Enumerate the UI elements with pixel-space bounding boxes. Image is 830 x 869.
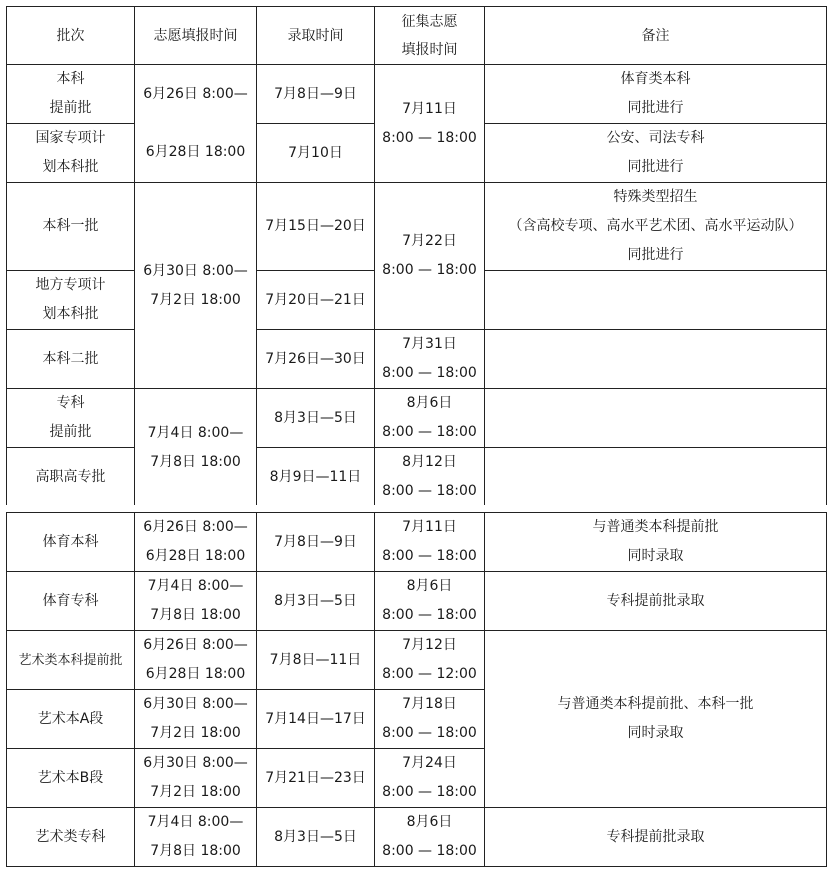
fill-time-cell: 7月4日 8:00— 7月8日 18:00	[135, 808, 257, 867]
header-solicit-time: 征集志愿 填报时间	[375, 7, 485, 65]
batch-cell: 本科 提前批	[7, 65, 135, 124]
admit-time-cell: 7月14日—17日	[257, 690, 375, 749]
header-row	[7, 7, 827, 65]
admit-time-cell: 7月8日—9日	[257, 513, 375, 572]
solicit-time-cell: 8月6日 8:00 — 18:00	[375, 572, 485, 631]
remark-cell	[485, 330, 827, 389]
batch-cell: 艺术本B段	[7, 749, 135, 808]
admit-time-cell: 8月3日—5日	[257, 389, 375, 448]
remark-cell: 与普通类本科提前批、本科一批 同时录取	[485, 631, 827, 808]
batch-cell: 专科 提前批	[7, 389, 135, 448]
remark-cell: 与普通类本科提前批 同时录取	[485, 513, 827, 572]
admission-schedule-table	[6, 6, 827, 507]
remark-cell: 公安、司法专科 同批进行	[485, 124, 827, 183]
solicit-time-cell: 8月6日 8:00 — 18:00	[375, 389, 485, 448]
remark-cell	[485, 271, 827, 330]
admit-time-cell: 7月8日—11日	[257, 631, 375, 690]
special-admission-table	[6, 512, 827, 867]
admit-time-cell: 8月3日—5日	[257, 808, 375, 867]
remark-cell	[485, 389, 827, 448]
batch-cell: 体育本科	[7, 513, 135, 572]
solicit-time-cell: 7月18日 8:00 — 18:00	[375, 690, 485, 749]
fill-time-cell: 6月26日 8:00— 6月28日 18:00	[135, 65, 257, 183]
header-remark: 备注	[485, 7, 827, 65]
fill-time-cell: 6月30日 8:00— 7月2日 18:00	[135, 690, 257, 749]
fill-time-cell: 7月4日 8:00— 7月8日 18:00	[135, 572, 257, 631]
solicit-time-cell: 8月6日 8:00 — 18:00	[375, 808, 485, 867]
fill-time-cell: 6月30日 8:00— 7月2日 18:00	[135, 183, 257, 389]
admit-time-cell: 7月10日	[257, 124, 375, 183]
batch-cell: 艺术本A段	[7, 690, 135, 749]
batch-cell: 国家专项计 划本科批	[7, 124, 135, 183]
admit-time-cell: 7月21日—23日	[257, 749, 375, 808]
table-row	[7, 513, 827, 572]
fill-time-cell: 7月4日 8:00— 7月8日 18:00	[135, 389, 257, 507]
remark-cell: 体育类本科 同批进行	[485, 65, 827, 124]
table-row	[7, 808, 827, 867]
header-fill-time: 志愿填报时间	[135, 7, 257, 65]
admit-time-cell: 8月9日—11日	[257, 448, 375, 507]
batch-cell: 高职高专批	[7, 448, 135, 507]
table-row	[7, 448, 827, 507]
solicit-time-cell: 7月24日 8:00 — 18:00	[375, 749, 485, 808]
remark-cell: 专科提前批录取	[485, 808, 827, 867]
table-separator	[0, 505, 830, 512]
batch-cell: 艺术类本科提前批	[7, 631, 135, 690]
remark-cell: 特殊类型招生 （含高校专项、高水平艺术团、高水平运动队） 同批进行	[485, 183, 827, 271]
table-row	[7, 389, 827, 448]
table-row	[7, 330, 827, 389]
admit-time-cell: 7月15日—20日	[257, 183, 375, 271]
table-row	[7, 183, 827, 271]
solicit-time-cell: 7月31日 8:00 — 18:00	[375, 330, 485, 389]
admit-time-cell: 7月26日—30日	[257, 330, 375, 389]
header-batch: 批次	[7, 7, 135, 65]
remark-cell: 专科提前批录取	[485, 572, 827, 631]
admit-time-cell: 7月8日—9日	[257, 65, 375, 124]
batch-cell: 地方专项计 划本科批	[7, 271, 135, 330]
admit-time-cell: 7月20日—21日	[257, 271, 375, 330]
solicit-time-cell: 7月11日 8:00 — 18:00	[375, 513, 485, 572]
table-row	[7, 572, 827, 631]
remark-cell	[485, 448, 827, 507]
solicit-time-cell: 8月12日 8:00 — 18:00	[375, 448, 485, 507]
fill-time-cell: 6月30日 8:00— 7月2日 18:00	[135, 749, 257, 808]
fill-time-cell: 6月26日 8:00— 6月28日 18:00	[135, 513, 257, 572]
header-admit-time: 录取时间	[257, 7, 375, 65]
table-row	[7, 65, 827, 124]
solicit-time-cell: 7月12日 8:00 — 12:00	[375, 631, 485, 690]
batch-cell: 体育专科	[7, 572, 135, 631]
solicit-time-cell: 7月11日 8:00 — 18:00	[375, 65, 485, 183]
batch-cell: 本科一批	[7, 183, 135, 271]
batch-cell: 艺术类专科	[7, 808, 135, 867]
admit-time-cell: 8月3日—5日	[257, 572, 375, 631]
fill-time-cell: 6月26日 8:00— 6月28日 18:00	[135, 631, 257, 690]
table-row	[7, 631, 827, 690]
solicit-time-cell: 7月22日 8:00 — 18:00	[375, 183, 485, 330]
batch-cell: 本科二批	[7, 330, 135, 389]
